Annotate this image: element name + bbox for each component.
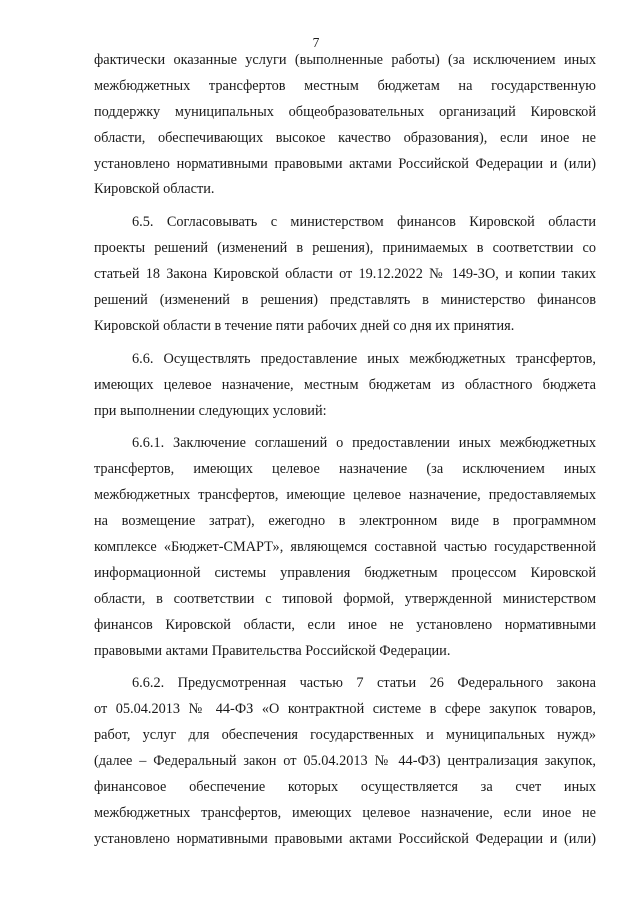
paragraph-6-6-2 bbox=[94, 671, 596, 852]
text-line: 6.6.1. Заключение соглашений о предоставлении иных межбюджетных bbox=[132, 435, 596, 452]
text-line: финансов Кировской области, если иное не установлено нормативными bbox=[94, 616, 596, 633]
text-line: на возмещение затрат), ежегодно в электронном виде в программном bbox=[94, 513, 596, 530]
text-line: установлено нормативными правовыми актами Российской Федерации и (или) bbox=[94, 830, 596, 847]
text-line: финансовое обеспечение которых осуществляется за счет иных bbox=[94, 779, 596, 796]
paragraph-6-6-1 bbox=[94, 431, 596, 664]
text-line: статьей 18 Закона Кировской области от 19.12.2022 № 149-ЗО, и копии таких bbox=[94, 266, 596, 283]
paragraph-6-5 bbox=[94, 210, 596, 339]
text-line: правовыми актами Правительства Российской Федерации. bbox=[94, 642, 451, 659]
text-line: установлено нормативными правовыми актами Российской Федерации и (или) bbox=[94, 155, 596, 172]
text-line: имеющих целевое назначение, местным бюджетам из областного бюджета bbox=[94, 376, 596, 393]
text-line: области, обеспечивающих высокое качество образования), если иное не bbox=[94, 129, 596, 146]
text-line: области, в соответствии с типовой формой, утвержденной министерством bbox=[94, 590, 596, 607]
text-line: Кировской области. bbox=[94, 181, 215, 198]
text-line: поддержку муниципальных общеобразовательных организаций Кировской bbox=[94, 103, 596, 120]
text-line: 6.5. Согласовывать с министерством финансов Кировской области bbox=[132, 214, 596, 231]
text-line: трансфертов, имеющих целевое назначение (за исключением иных bbox=[94, 461, 596, 478]
paragraph-6-6 bbox=[94, 347, 596, 425]
text-line: информационной системы управления бюджетным процессом Кировской bbox=[94, 564, 596, 581]
text-line: Кировской области в течение пяти рабочих дней со дня их принятия. bbox=[94, 317, 515, 334]
text-line: работ, услуг для обеспечения государственных и муниципальных нужд» bbox=[94, 727, 596, 744]
page-number: 7 bbox=[312, 35, 320, 50]
text-line: межбюджетных трансфертов местным бюджетам на государственную bbox=[94, 77, 596, 94]
text-line: 6.6.2. Предусмотренная частью 7 статьи 26 Федерального закона bbox=[132, 675, 596, 692]
text-line: (далее – Федеральный закон от 05.04.2013 № 44-ФЗ) централизация закупок, bbox=[94, 753, 596, 770]
text-line: проекты решений (изменений в решения), принимаемых в соответствии со bbox=[94, 240, 596, 257]
paragraph-continuation bbox=[94, 48, 596, 203]
text-line: решений (изменений в решения) представлять в министерство финансов bbox=[94, 292, 596, 309]
text-line: 6.6. Осуществлять предоставление иных межбюджетных трансфертов, bbox=[132, 350, 596, 367]
text-line: комплексе «Бюджет-СМАРТ», являющемся составной частью государственной bbox=[94, 539, 596, 556]
text-line: межбюджетных трансфертов, имеющие целевое назначение, предоставляемых bbox=[94, 487, 596, 504]
text-line: межбюджетных трансфертов, имеющих целевое назначение, если иное не bbox=[94, 804, 596, 821]
text-line: фактически оказанные услуги (выполненные работы) (за исключением иных bbox=[94, 52, 596, 68]
text-line: при выполнении следующих условий: bbox=[94, 402, 327, 419]
document-body bbox=[94, 48, 596, 853]
text-line: от 05.04.2013 № 44-ФЗ «О контрактной системе в сфере закупок товаров, bbox=[94, 701, 596, 718]
